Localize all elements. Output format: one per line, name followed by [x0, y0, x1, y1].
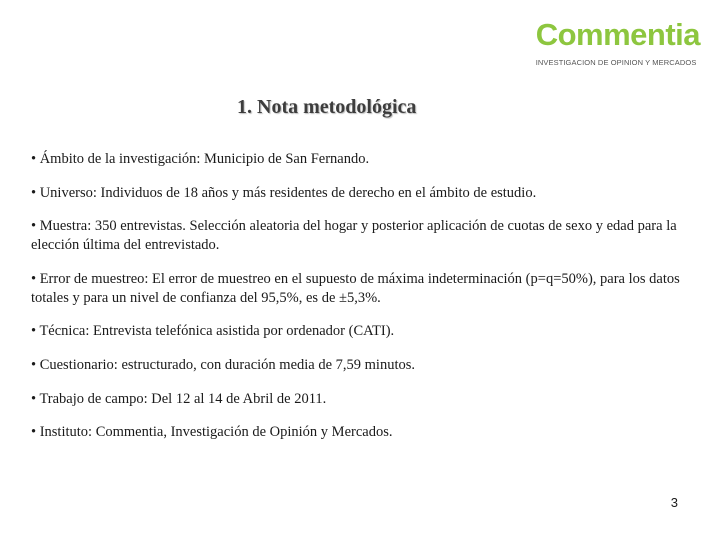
bullet-tecnica: • Técnica: Entrevista telefónica asistida por ordenador (CATI).	[31, 323, 395, 340]
methodology-list	[31, 150, 681, 457]
bullet-error-muestreo: • Error de muestreo: El error de muestreo en el supuesto de máxima indeterminación (p=q=50%), para los datos totales y para un nivel de confianza del 95,5%, es de ±5,3%.	[31, 270, 680, 306]
logo-tagline: INVESTIGACION DE OPINION Y MERCADOS	[535, 58, 697, 67]
bullet-cuestionario: • Cuestionario: estructurado, con duración media de 7,59 minutos.	[31, 356, 416, 373]
bullet-ambito: • Ámbito de la investigación: Municipio de San Fernando.	[31, 151, 370, 167]
bullet-trabajo-campo: • Trabajo de campo: Del 12 al 14 de Abril de 2011.	[31, 390, 327, 407]
slide-title: 1. Nota metodológica	[237, 96, 417, 118]
page-number: 3	[670, 495, 678, 510]
bullet-instituto: • Instituto: Commentia, Investigación de Opinión y Mercados.	[31, 424, 393, 441]
bullet-muestra: • Muestra: 350 entrevistas. Selección aleatoria del hogar y posterior aplicación de cuotas de sexo y edad para la elección última del entrevistado.	[31, 218, 677, 254]
logo-wordmark: Commentia	[535, 17, 700, 52]
commentia-logo	[536, 18, 700, 67]
bullet-universo: • Universo: Individuos de 18 años y más residentes de derecho en el ámbito de estudio.	[31, 184, 537, 201]
